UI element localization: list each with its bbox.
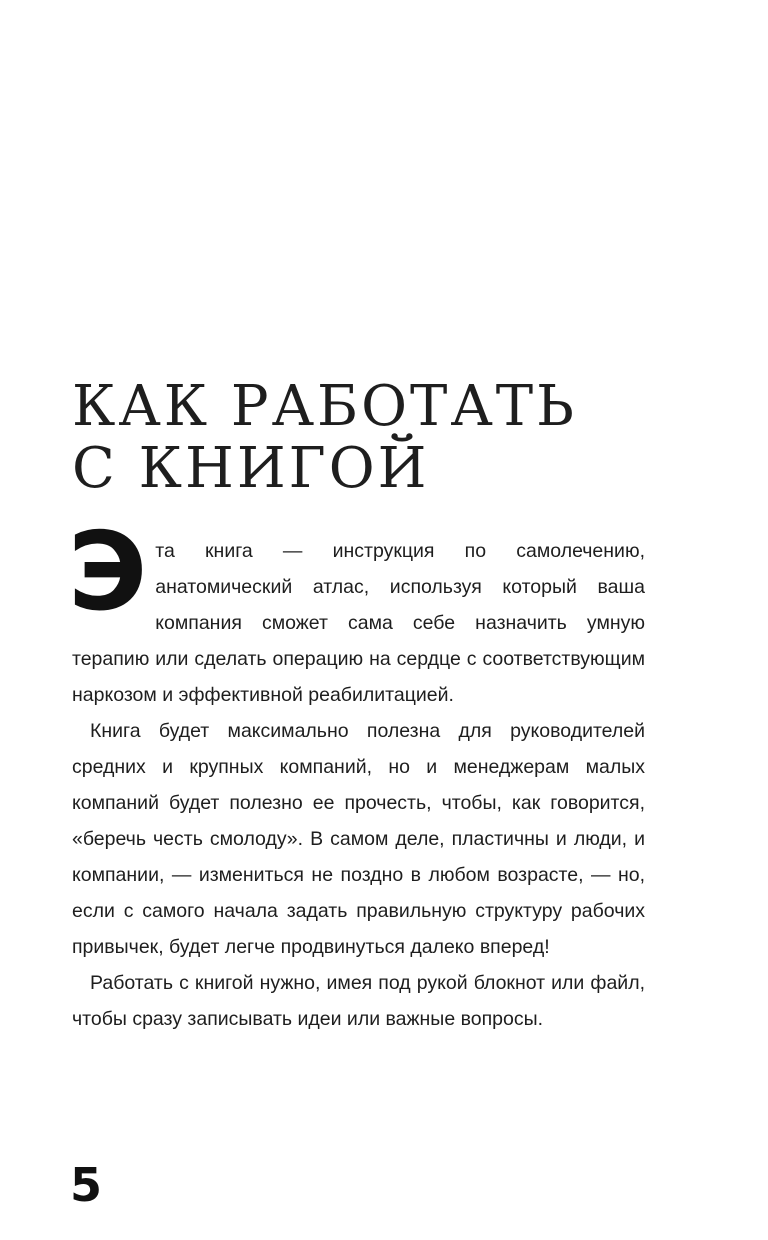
drop-cap: Э <box>68 510 148 635</box>
page-number: 5 <box>70 1158 103 1212</box>
chapter-title-line-2: С КНИГОЙ <box>72 435 430 501</box>
paragraph-3: Работать с книгой нужно, имея под рукой блокнот или файл, чтобы сразу записывать идеи или важные вопросы. <box>72 972 645 1030</box>
body-text <box>68 510 645 1037</box>
paragraph-1-text: та книга — инструкция по самолечению, анатомический атлас, используя который ваша компания сможет сама себе назначить умную терапию или сделать операцию на сердце с соответствующим наркозом и эффективной реабилитацией. <box>72 540 645 706</box>
chapter-title-line-1: КАК РАБОТАТЬ <box>72 373 577 439</box>
paragraph-2: Книга будет максимально полезна для руководителей средних и крупных компаний, но и менеджерам малых компаний будет полезно ее прочесть, чтобы, как говорится, «беречь честь смолоду». В самом деле, пластичны и люди, и компании, — измениться не поздно в любом возрасте, — но, если с самого начала задать правильную структуру рабочих привычек, будет легче продвинуться далеко вперед! <box>72 720 645 958</box>
chapter-title <box>72 373 712 501</box>
paragraph-1 <box>68 510 645 713</box>
